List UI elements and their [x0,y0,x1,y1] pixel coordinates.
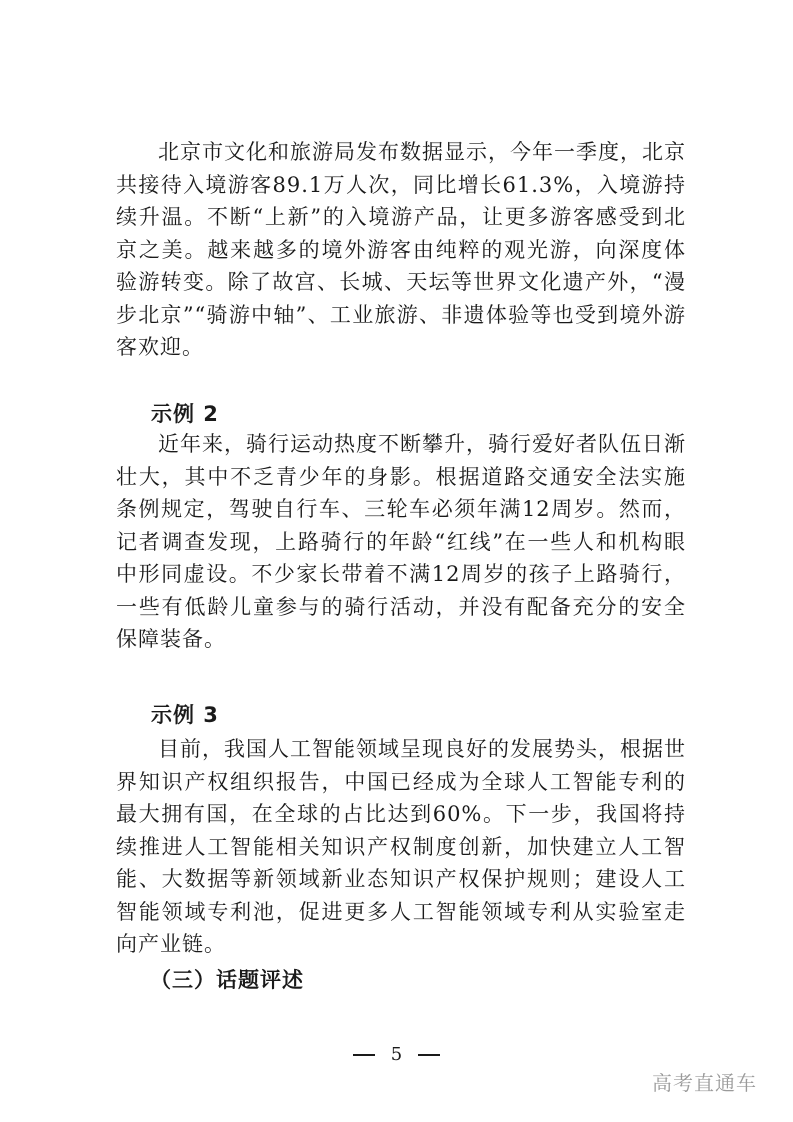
paragraph-cycling: 近年来，骑行运动热度不断攀升，骑行爱好者队伍日渐壮大，其中不乏青少年的身影。根据道路交通安全法实施条例规定，驾驶自行车、三轮车必须年满12周岁。然而，记者调查发现，上路骑行的年龄“红线”在一些人和机构眼中形同虚设。不少家长带着不满12周岁的孩子上路骑行，一些有低龄儿童参与的骑行活动，并没有配备充分的安全保障装备。 [116,432,686,651]
watermark-text: 高考直通车 [652,1071,757,1095]
page-number-footer [0,1043,793,1067]
page-number: 5 [390,1044,403,1065]
paragraph-beijing-tourism: 北京市文化和旅游局发布数据显示，今年一季度，北京共接待入境游客89.1万人次，同比增长61.3%，入境游持续升温。不断“上新”的入境游产品，让更多游客感受到北京之美。越来越多的境外游客由纯粹的观光游，向深度体验游转变。除了故宫、长城、天坛等世界文化遗产外，“漫步北京”“骑游中轴”、工业旅游、非遗体验等也受到境外游客欢迎。 [116,140,686,359]
left-dash [353,1054,375,1056]
section-heading-topic-review: （三）话题评述 [150,968,304,992]
example-3-heading: 示例 3 [151,703,219,727]
right-dash [418,1054,440,1056]
paragraph-ai-patents: 目前，我国人工智能领域呈现良好的发展势头，根据世界知识产权组织报告，中国已经成为全球人工智能专利的最大拥有国，在全球的占比达到60%。下一步，我国将持续推进人工智能相关知识产权制度创新，加快建立人工智能、大数据等新领域新业态知识产权保护规则；建设人工智能领域专利池，促进更多人工智能领域专利从实验室走向产业链。 [116,737,686,956]
example-2-heading: 示例 2 [151,402,219,426]
